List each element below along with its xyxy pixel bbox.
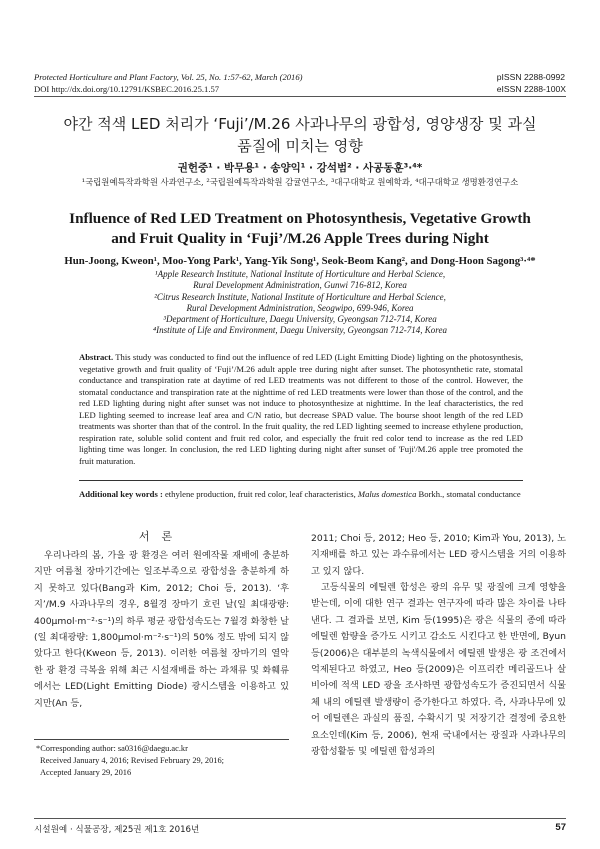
- eissn: eISSN 2288-100X: [496, 84, 566, 94]
- pissn: pISSN 2288-0992: [496, 72, 566, 82]
- header-rule: [34, 96, 566, 97]
- doi-link[interactable]: DOI http://dx.doi.org/10.12791/KSBEC.2016.25.1.57: [34, 84, 220, 94]
- introduction-left-column: 우리나라의 봄, 가을 광 환경은 여러 원예작물 재배에 충분하지만 여름철 장마기간에는 일조부족으로 광합성을 충분하게 하지 못하고 있다(Bang과 Kim, 2012; Choi 등, 2013). ‘후지’/M.9 사과나무의 경우, 8월경 장마기 흐린 날(일 최대광량: 400μmol·m⁻²·s⁻¹)의 하루 평균 광합성속도는 7월경 화창한 날(일 최대광량: 1,800μmol·m⁻²·s⁻¹)의 50% 정도 밖에 되지 않았다고 한다(Kweon 등, 2013). 이러한 여름철 장마기의 열악한 광 환경 극복을 위해 최근 시설재배를 하는 과채류 및 화훼류에서는 LED(Light Emitting Diode) 광시스템을 이용하고 있지만(An 등,: [34, 550, 289, 709]
- korean-title-line1: 야간 적색 LED 처리가 ‘Fuji’/M.26 사과나무의 광합성, 영양생장 및 과실: [63, 115, 537, 133]
- affiliation-line: ³Department of Horticulture, Daegu University, Gyeongsan 712-714, Korea: [163, 314, 437, 325]
- page-number: 57: [555, 822, 566, 833]
- introduction-right-continuation: 2011; Choi 등, 2012; Heo 등, 2010; Kim과 You, 2013), 노지재배를 하고 있는 과수류에서는 LED 광시스템을 거의 이용하고 있지 않다.: [311, 533, 566, 577]
- korean-title: [30, 113, 570, 157]
- english-title: [30, 209, 570, 249]
- footer-rule: [34, 818, 566, 819]
- affiliation-line: ¹Apple Research Institute, National Institute of Horticulture and Herbal Science,: [154, 269, 446, 279]
- keywords-text: ethylene production, fruit red color, leaf characteristics,: [162, 489, 358, 499]
- affiliation-line: Rural Development Administration, Gunwi 716-812, Korea: [193, 280, 407, 291]
- english-affiliations: [30, 269, 570, 337]
- english-authors: Hun-Joong, Kweon¹, Moo-Yong Park¹, Yang-Yik Song¹, Seok-Beom Kang², and Dong-Hoon Sagong³·⁴*: [64, 255, 536, 267]
- affiliation-line: ²Citrus Research Institute, National Institute of Horticulture and Herbal Science,: [154, 291, 446, 302]
- english-title-line1: Influence of Red LED Treatment on Photosynthesis, Vegetative Growth: [69, 210, 531, 227]
- corresponding-author: *Corresponding author: sa0316@daegu.ac.kr: [36, 744, 188, 753]
- received-date: Received January 4, 2016; Revised February 29, 2016;: [40, 755, 224, 765]
- accepted-date: Accepted January 29, 2016: [40, 767, 132, 777]
- english-title-line2: and Fruit Quality in ‘Fuji’/M.26 Apple Trees during Night: [111, 230, 489, 247]
- section-heading-introduction: 서론: [138, 530, 185, 543]
- abstract: [79, 352, 523, 467]
- keywords: [79, 489, 523, 501]
- korean-affiliations: ¹국립원예특작과학원 사과연구소, ²국립원예특작과학원 감귤연구소, ³대구대학교 원예학과, ⁴대구대학교 생명환경연구소: [81, 177, 519, 187]
- keywords-label: Additional key words :: [79, 489, 163, 499]
- journal-citation: [34, 71, 303, 95]
- keywords-species: Malus domestica: [357, 489, 417, 499]
- introduction-right-paragraph: 고등식물의 에틸렌 합성은 광의 유무 및 광질에 크게 영향을 받는데, 이에 대한 연구 결과는 연구자에 따라 많은 차이를 나타낸다. 그 결과를 보면, Kim 등(1995)은 광은 식물의 종에 따라 에틸렌 함량을 증가도 시키고 감소도 시킨다고 한 반면에, Byun 등(2006)은 대부분의 녹색식물에서 에틸렌 발생은 광 조건에서 억제된다고 하였고, Heo 등(2009)은 이프리칸 메리골드나 살비아에 적색 LED 광을 조사하면 광합성속도가 증진되면서 식물체 내의 에틸렌 발생량이 증가한다고 하였다. 즉, 사과나무에 있어 에틸렌은 과실의 품질, 수확시기 및 저장기간 결정에 중요한 요소인데(Kim 등, 2006), 현재 국내에서는 광질과 사과나무의 광합성활동 및 에틸렌 합성과의: [311, 582, 566, 758]
- abstract-label: Abstract.: [79, 352, 114, 362]
- abstract-text: This study was conducted to find out the influence of red LED (Light Emitting Diode) lighting on the photosynthesis, vegetative growth and fruit quality of ‘Fuji’/M.26 adult apple tree during night after sunset. The photosynthetic rate, stomatal conductance and transpiration rate at daytime of red LED treatments was not different to those of the control. However, the stomatal conductance and transpiration rate at the nighttime of red LED treatments were lower than those of the control, and the red LED lighting during night after sunset was not induce to photosynthesize at nighttime. In the leaf characteristics, the red LED lighting seemed to increase leaf area and C/N ratio, but decrease SPAD value. The bourse shoot length of the red LED treatments was shorter than that of the control. In the fruit quality, the red LED lighting seemed to increase ethylene production, respiration rate, soluble solid content and fruit red color, and especially the fruit red color tend to increase as the red LED lighting time was longer. In conclusion, the red LED lighting during night after sunset of 'Fuji'/M.26 apple tree promoted the fruit maturation.: [79, 352, 523, 466]
- keywords-text-end: Borkh., stomatal conductance: [416, 489, 521, 499]
- footer-journal: 시설원예 · 식물공장, 제25권 제1호 2016년: [34, 825, 200, 835]
- journal-name: Protected Horticulture and Plant Factory, Vol. 25, No. 1:57-62, March (2016): [34, 72, 303, 82]
- keywords-rule: [79, 480, 523, 481]
- correspondence-footnote: [34, 743, 289, 778]
- issn-block: [497, 71, 566, 95]
- affiliation-line: ⁴Institute of Life and Environment, Daegu University, Gyeongsan 712-714, Korea: [153, 325, 447, 336]
- footnote-rule: [34, 739, 289, 740]
- korean-authors: 권헌중¹ · 박무용¹ · 송양익¹ · 강석범² · 사공동훈³·⁴*: [177, 162, 423, 174]
- korean-title-line2: 품질에 미치는 영향: [237, 137, 363, 155]
- affiliation-line: Rural Development Administration, Seogwipo, 699-946, Korea: [186, 302, 414, 313]
